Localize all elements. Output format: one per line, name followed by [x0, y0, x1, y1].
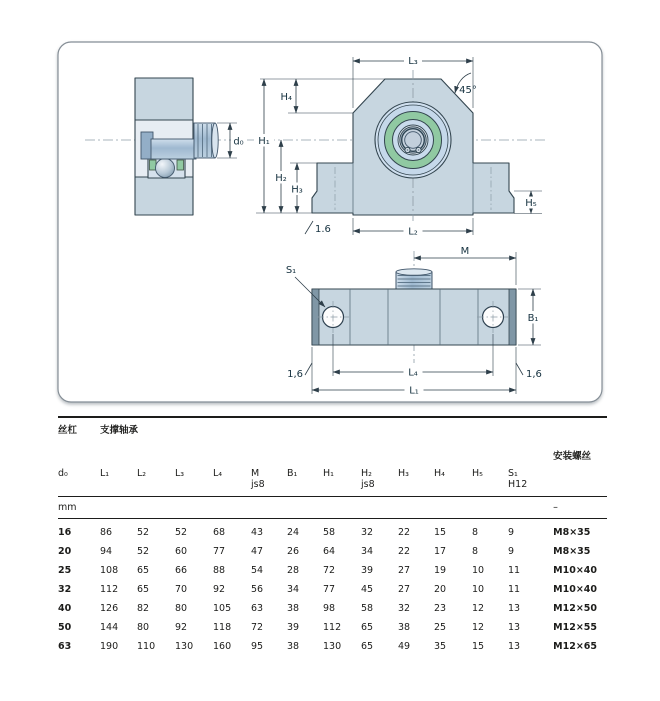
column-header-line2	[213, 479, 251, 490]
cell-value: 130	[175, 641, 194, 652]
cell-value: 13	[508, 641, 521, 652]
cell-d0: 25	[58, 565, 72, 576]
cell-value: 112	[100, 584, 119, 595]
column-header-line1	[553, 468, 607, 479]
cell-value: 8	[472, 527, 479, 538]
column-header-line2	[58, 479, 100, 490]
cell-value: 65	[137, 565, 150, 576]
group-header-screw: 丝杠	[58, 425, 78, 436]
column-header-line1: L₂	[137, 468, 147, 479]
cell-value: 10	[472, 565, 485, 576]
cell-value: 39	[287, 622, 300, 633]
cell-value: 105	[213, 603, 232, 614]
cell-value: 66	[175, 565, 188, 576]
table-unit-row	[58, 497, 607, 519]
cell-value: 52	[137, 527, 150, 538]
cell-d0: 32	[58, 584, 72, 595]
column-header-line1: H₄	[434, 468, 445, 479]
column-header-line1: d₀	[58, 468, 68, 479]
column-header-line1: H₂	[361, 468, 372, 479]
cell-value: 10	[472, 584, 485, 595]
cell-mounting-screw: M10×40	[553, 584, 597, 595]
cell-value: 11	[508, 565, 521, 576]
cell-value: 45	[361, 584, 374, 595]
cell-value: 94	[100, 546, 113, 557]
cell-value: 77	[323, 584, 336, 595]
table-row	[58, 519, 607, 543]
cell-value: 15	[434, 527, 447, 538]
cell-value: 65	[361, 641, 374, 652]
cell-value: 32	[361, 527, 374, 538]
label-h3: H₃	[291, 184, 303, 196]
cell-value: 80	[175, 603, 188, 614]
cell-d0: 40	[58, 603, 72, 614]
spec-table	[58, 416, 607, 656]
column-header	[137, 463, 175, 497]
column-header	[287, 463, 323, 497]
cell-value: 68	[213, 527, 226, 538]
column-header	[434, 463, 472, 497]
cell-value: 39	[361, 565, 374, 576]
column-header-line1: M	[251, 468, 260, 479]
column-header-line1: H₅	[472, 468, 483, 479]
label-h1: H₁	[258, 136, 270, 147]
table-row	[58, 561, 607, 580]
cell-value: 95	[251, 641, 264, 652]
dimension-table-section	[58, 416, 607, 656]
table-group-header-row	[58, 417, 607, 463]
label-l4: L₄	[408, 367, 418, 379]
label-d0: d₀	[233, 136, 244, 148]
cell-value: 56	[251, 584, 264, 595]
cell-value: 86	[100, 527, 113, 538]
table-row	[58, 637, 607, 656]
cell-d0: 20	[58, 546, 72, 557]
cell-mounting-screw: M8×35	[553, 546, 591, 557]
table-row	[58, 599, 607, 618]
cell-mounting-screw: M12×55	[553, 622, 597, 633]
cell-value: 72	[323, 565, 336, 576]
cell-value: 20	[434, 584, 447, 595]
cell-value: 190	[100, 641, 119, 652]
column-header-line1: L₁	[100, 468, 110, 479]
bearing-ball	[156, 159, 175, 178]
cell-value: 25	[434, 622, 447, 633]
cell-value: 23	[434, 603, 447, 614]
cell-value: 34	[287, 584, 300, 595]
cell-value: 58	[361, 603, 374, 614]
cell-value: 60	[175, 546, 188, 557]
cell-value: 26	[287, 546, 300, 557]
column-header	[508, 463, 553, 497]
group-header-support-bearing: 支撑轴承	[100, 425, 139, 436]
cell-value: 144	[100, 622, 119, 633]
column-header-line2: js8	[251, 479, 265, 490]
cell-value: 38	[398, 622, 411, 633]
cell-value: 22	[398, 527, 411, 538]
cell-value: 112	[323, 622, 342, 633]
label-b1: B₁	[527, 313, 539, 324]
column-header	[398, 463, 434, 497]
cell-value: 19	[434, 565, 447, 576]
cell-value: 12	[472, 603, 485, 614]
cell-value: 13	[508, 603, 521, 614]
seal-left	[150, 160, 157, 170]
column-header-line1: S₁	[508, 468, 518, 479]
label-roughness-front: 1.6	[315, 224, 331, 235]
label-h2: H₂	[275, 173, 287, 184]
cell-value: 15	[472, 641, 485, 652]
cell-value: 118	[213, 622, 232, 633]
cell-value: 11	[508, 584, 521, 595]
cell-d0: 50	[58, 622, 72, 633]
cell-value: 8	[472, 546, 479, 557]
cell-value: 38	[287, 641, 300, 652]
cell-value: 12	[472, 622, 485, 633]
column-header-line1: L₃	[175, 468, 185, 479]
column-header-line1: L₄	[213, 468, 223, 479]
label-h4: H₄	[280, 92, 292, 103]
cell-d0: 16	[58, 527, 72, 538]
column-header-line2	[100, 479, 137, 490]
cell-value: 32	[398, 603, 411, 614]
cell-value: 52	[175, 527, 188, 538]
bearing-front	[375, 102, 451, 178]
screw-journal	[151, 139, 196, 159]
label-h5: H₅	[525, 198, 537, 209]
cell-value: 9	[508, 546, 515, 557]
label-s1: S₁	[285, 265, 297, 276]
label-l3: L₃	[408, 56, 418, 67]
cell-value: 27	[398, 584, 411, 595]
cell-value: 28	[287, 565, 300, 576]
column-header	[553, 463, 607, 497]
cell-value: 34	[361, 546, 374, 557]
label-roughness-right: 1,6	[526, 369, 542, 380]
table-row	[58, 542, 607, 561]
cell-mounting-screw: M8×35	[553, 527, 591, 538]
unit-screws-dash: –	[553, 497, 607, 519]
column-header-line1: B₁	[287, 468, 298, 479]
cell-value: 35	[434, 641, 447, 652]
label-l1: L₁	[409, 385, 419, 397]
cell-value: 43	[251, 527, 264, 538]
cell-value: 126	[100, 603, 119, 614]
cell-value: 72	[251, 622, 264, 633]
cell-value: 92	[175, 622, 188, 633]
column-header-line2: H12	[508, 479, 528, 490]
cell-value: 80	[137, 622, 150, 633]
table-column-header-row	[58, 463, 607, 497]
seal-right	[177, 160, 184, 170]
column-header-line2	[472, 479, 508, 490]
cell-value: 64	[323, 546, 336, 557]
cell-value: 130	[323, 641, 342, 652]
cell-value: 82	[137, 603, 150, 614]
cell-mounting-screw: M10×40	[553, 565, 597, 576]
cell-value: 92	[213, 584, 226, 595]
column-header-line2	[175, 479, 213, 490]
column-header-line2	[434, 479, 472, 490]
column-header-line1: H₁	[323, 468, 334, 479]
cell-value: 38	[287, 603, 300, 614]
column-header	[100, 463, 137, 497]
cell-value: 58	[323, 527, 336, 538]
cell-value: 54	[251, 565, 264, 576]
cell-value: 52	[137, 546, 150, 557]
cell-value: 27	[398, 565, 411, 576]
cell-value: 110	[137, 641, 156, 652]
cell-value: 22	[398, 546, 411, 557]
cell-mounting-screw: M12×50	[553, 603, 597, 614]
column-header	[58, 463, 100, 497]
cell-value: 24	[287, 527, 300, 538]
label-m: M	[460, 246, 470, 257]
table-row	[58, 580, 607, 599]
table-row	[58, 618, 607, 637]
cell-value: 108	[100, 565, 119, 576]
cell-value: 65	[361, 622, 374, 633]
cell-value: 77	[213, 546, 226, 557]
label-roughness-left: 1,6	[287, 369, 303, 380]
cell-value: 63	[251, 603, 264, 614]
column-header-line2: js8	[361, 479, 375, 490]
column-header-line1: H₃	[398, 468, 409, 479]
label-l2: L₂	[408, 226, 418, 238]
column-header	[361, 463, 398, 497]
cell-value: 88	[213, 565, 226, 576]
column-header-line2	[553, 479, 607, 490]
column-header-line2	[137, 479, 175, 490]
column-header-line2	[287, 479, 323, 490]
column-header	[472, 463, 508, 497]
column-header-line2	[323, 479, 361, 490]
cell-value: 17	[434, 546, 447, 557]
cell-value: 160	[213, 641, 232, 652]
cell-value: 98	[323, 603, 336, 614]
cell-value: 47	[251, 546, 264, 557]
cell-mounting-screw: M12×65	[553, 641, 597, 652]
cell-d0: 63	[58, 641, 72, 652]
column-header	[213, 463, 251, 497]
cell-value: 65	[137, 584, 150, 595]
cell-value: 9	[508, 527, 515, 538]
column-header-line2	[398, 479, 434, 490]
cell-value: 13	[508, 622, 521, 633]
column-header	[323, 463, 361, 497]
column-header	[175, 463, 213, 497]
group-header-mounting-screws: 安装螺丝	[553, 451, 592, 462]
unit-label: mm	[58, 497, 553, 519]
column-header	[251, 463, 287, 497]
cell-value: 49	[398, 641, 411, 652]
cell-value: 70	[175, 584, 188, 595]
label-45deg: 45°	[459, 85, 477, 96]
